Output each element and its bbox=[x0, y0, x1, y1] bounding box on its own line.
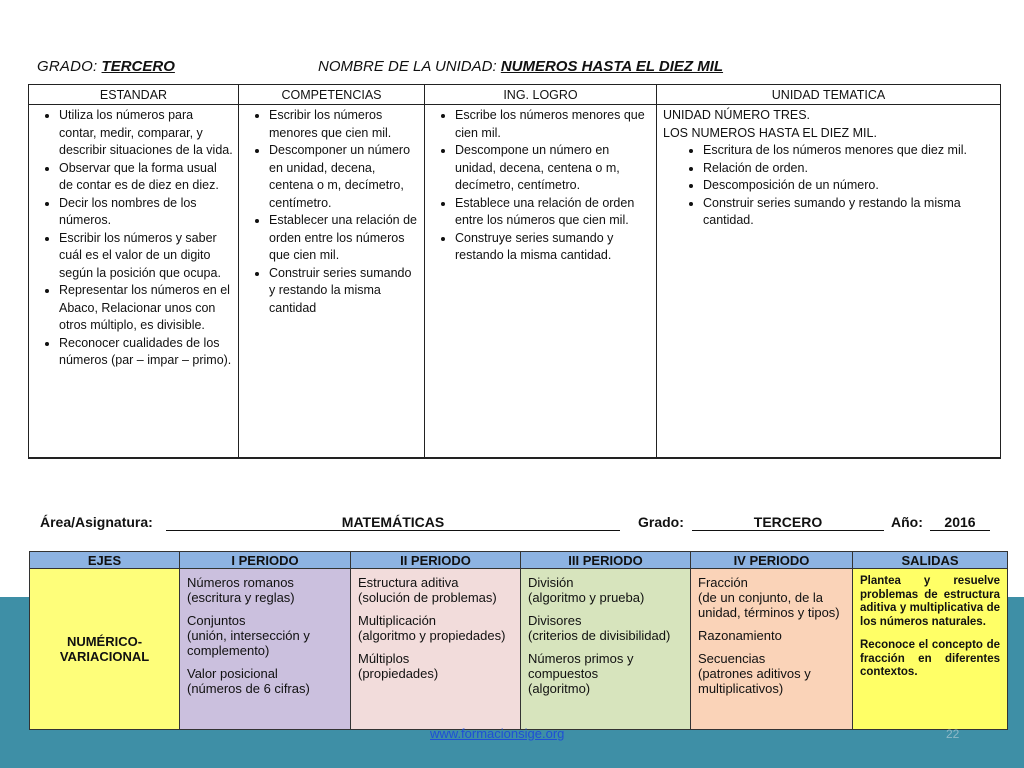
p2-topic: Estructura aditiva (solución de problemas) bbox=[358, 575, 497, 605]
salidas-cell bbox=[853, 569, 1008, 730]
plan-table bbox=[28, 84, 1001, 459]
p2-topic: Múltiplos (propiedades) bbox=[358, 651, 439, 681]
p4-topic: Razonamiento bbox=[698, 628, 782, 643]
estandar-item: • Decir los nombres de los números. bbox=[59, 195, 234, 230]
competencia-item: • Construir series sumando y restando la misma cantidad bbox=[269, 265, 420, 318]
p2-topic: Multiplicación (algoritmo y propiedades) bbox=[358, 613, 506, 643]
p1-topic: Números romanos (escritura y reglas) bbox=[187, 575, 295, 605]
logro-cell bbox=[425, 105, 657, 459]
competencias-cell bbox=[239, 105, 425, 459]
area-value: MATEMÁTICAS bbox=[166, 514, 620, 531]
col-salidas: SALIDAS bbox=[853, 552, 1008, 569]
estandar-cell bbox=[29, 105, 239, 459]
unidad-header bbox=[318, 58, 723, 75]
col-competencias: COMPETENCIAS bbox=[239, 85, 425, 105]
periodo-1-cell bbox=[180, 569, 351, 730]
eje-cell bbox=[30, 569, 180, 730]
unidad-line2: LOS NUMEROS HASTA EL DIEZ MIL. bbox=[663, 125, 877, 140]
p1-topic: Valor posicional (números de 6 cifras) bbox=[187, 666, 310, 696]
col-unidad-tematica: UNIDAD TEMATICA bbox=[657, 85, 1001, 105]
estandar-item: • Reconocer cualidades de los números (par – impar – primo). bbox=[59, 335, 234, 370]
eje-name: NUMÉRICO- VARIACIONAL bbox=[59, 634, 150, 664]
p3-topic: División (algoritmo y prueba) bbox=[528, 575, 645, 605]
col-ejes: EJES bbox=[30, 552, 180, 569]
unidad-value: NUMEROS HASTA EL DIEZ MIL bbox=[500, 58, 724, 75]
area-label: Área/Asignatura: bbox=[40, 514, 153, 530]
p3-topic: Números primos y compuestos (algoritmo) bbox=[528, 651, 634, 696]
anio-value: 2016 bbox=[930, 514, 990, 531]
estandar-item: • Observar que la forma usual de contar es de diez en diez. bbox=[59, 160, 234, 195]
col-periodo-2: II PERIODO bbox=[351, 552, 521, 569]
estandar-item: • Utiliza los números para contar, medir, comparar, y describir situaciones de la vida. bbox=[59, 107, 234, 160]
periodos-table bbox=[29, 551, 1008, 730]
col-periodo-3: III PERIODO bbox=[521, 552, 691, 569]
unidad-item: • Escritura de los números menores que diez mil. bbox=[703, 142, 996, 160]
col-periodo-1: I PERIODO bbox=[180, 552, 351, 569]
page-number: 22 bbox=[946, 727, 960, 741]
unidad-item: • Construir series sumando y restando la misma cantidad. bbox=[703, 195, 996, 230]
unidad-line1: UNIDAD NÚMERO TRES. bbox=[663, 108, 811, 122]
logro-item: • Construye series sumando y restando la misma cantidad. bbox=[455, 230, 652, 265]
grado-value: TERCERO bbox=[101, 58, 175, 75]
unidad-item: • Relación de orden. bbox=[703, 160, 996, 178]
salida-item: Plantea y resuelve problemas de estructura aditiva y multiplicativa de los números naturales. bbox=[860, 575, 1000, 628]
estandar-item: • Escribir los números y saber cuál es el valor de un digito según la posición que ocupa. bbox=[59, 230, 234, 283]
logro-item: • Establece una relación de orden entre los números que cien mil. bbox=[455, 195, 652, 230]
competencia-item: • Escribir los números menores que cien mil. bbox=[269, 107, 420, 142]
grado-value-2: TERCERO bbox=[692, 514, 884, 531]
col-estandar: ESTANDAR bbox=[29, 85, 239, 105]
website-link[interactable]: www.formacionsige.org bbox=[430, 726, 565, 741]
p1-topic: Conjuntos (unión, intersección y complemento) bbox=[187, 613, 310, 658]
p4-topic: Secuencias (patrones aditivos y multiplicativos) bbox=[698, 651, 811, 696]
logro-item: • Escribe los números menores que cien mil. bbox=[455, 107, 652, 142]
grado-label-2: Grado: bbox=[638, 514, 684, 530]
competencia-item: • Establecer una relación de orden entre los números que cien mil. bbox=[269, 212, 420, 265]
salida-item: Reconoce el concepto de fracción en diferentes contextos. bbox=[860, 639, 1000, 678]
periodo-2-cell bbox=[351, 569, 521, 730]
col-logro: ING. LOGRO bbox=[425, 85, 657, 105]
competencia-item: • Descomponer un número en unidad, decena, centena o m, decímetro, centímetro. bbox=[269, 142, 420, 212]
grado-header bbox=[37, 58, 175, 75]
p4-topic: Fracción (de un conjunto, de la unidad, términos y tipos) bbox=[698, 575, 840, 620]
logro-item: • Descompone un número en unidad, decena, centena o m, decímetro, centímetro. bbox=[455, 142, 652, 195]
unidad-tematica-cell bbox=[657, 105, 1001, 459]
estandar-item: • Representar los números en el Abaco, Relacionar unos con otros múltiplo, es divisible. bbox=[59, 282, 234, 335]
unidad-item: • Descomposición de un número. bbox=[703, 177, 996, 195]
unidad-label: NOMBRE DE LA UNIDAD: bbox=[318, 58, 497, 75]
p3-topic: Divisores (criterios de divisibilidad) bbox=[528, 613, 671, 643]
anio-label: Año: bbox=[891, 514, 923, 530]
col-periodo-4: IV PERIODO bbox=[691, 552, 853, 569]
periodo-3-cell bbox=[521, 569, 691, 730]
periodo-4-cell bbox=[691, 569, 853, 730]
grado-label: GRADO: bbox=[37, 58, 98, 75]
